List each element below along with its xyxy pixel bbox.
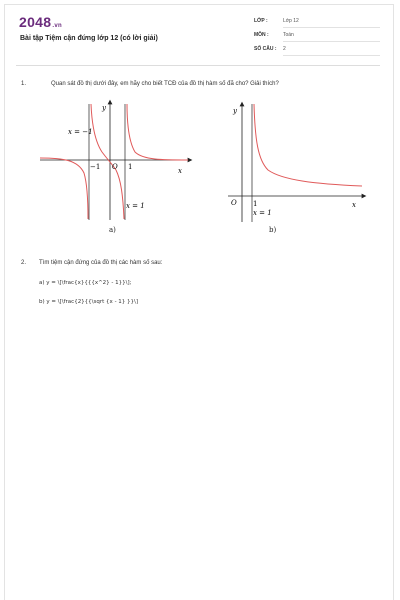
origin-label: O — [231, 199, 237, 207]
curve-left-branch — [40, 158, 88, 219]
origin-label: O — [112, 163, 118, 171]
tick-one: 1 — [253, 200, 258, 208]
meta-value: 2 — [283, 46, 286, 52]
curve-right-branch — [127, 104, 188, 160]
site-logo[interactable] — [19, 14, 62, 30]
header-divider — [16, 65, 380, 66]
meta-underline — [283, 27, 380, 28]
meta-class — [254, 18, 380, 24]
question-text: Quan sát đồ thị dưới đây, em hãy cho biết TCĐ của đồ thị hàm số đã cho? Giải thích? — [51, 81, 279, 87]
meta-subject — [254, 32, 380, 38]
meta-key: MÔN : — [254, 32, 269, 38]
part-a-formula: a) y = \[\frac{x}{{{x^2} - 1}}\]; — [39, 280, 132, 286]
question-text: Tìm tiệm cận đứng của đồ thị các hàm số sau: — [39, 260, 163, 266]
document-title: Bài tập Tiệm cận đứng lớp 12 (có lời giải) — [20, 35, 158, 42]
meta-value: Toán — [283, 32, 294, 38]
meta-underline — [283, 41, 380, 42]
x-label: x — [178, 167, 182, 175]
part-b-formula: b) y = \[\frac{2}{{\sqrt {x - 1} }}\] — [39, 299, 139, 305]
meta-value: Lớp 12 — [283, 18, 299, 24]
y-label: y — [233, 107, 237, 115]
caption-b: b) — [269, 226, 277, 234]
meta-key: LỚP : — [254, 18, 268, 24]
logo-text: 2048 — [19, 14, 52, 30]
graph-b — [224, 100, 370, 224]
logo-suffix: .vn — [52, 23, 62, 29]
meta-underline — [283, 55, 380, 56]
y-label: y — [102, 104, 106, 112]
question-number: 1. — [21, 81, 27, 87]
caption-a: a) — [109, 226, 116, 234]
question-number: 2. — [21, 260, 27, 266]
curve-middle-branch — [91, 104, 124, 219]
curve-branch — [254, 104, 362, 186]
asymptote-right-label: x = 1 — [126, 202, 145, 210]
meta-question-count — [254, 46, 380, 52]
tick-neg-one: −1 — [90, 163, 101, 171]
asymptote-label: x = 1 — [253, 209, 272, 217]
meta-key: SỐ CÂU : — [254, 46, 277, 52]
tick-one: 1 — [128, 163, 133, 171]
asymptote-left-label: x = −1 — [68, 128, 93, 136]
graph-a — [38, 98, 196, 222]
x-label: x — [352, 201, 356, 209]
